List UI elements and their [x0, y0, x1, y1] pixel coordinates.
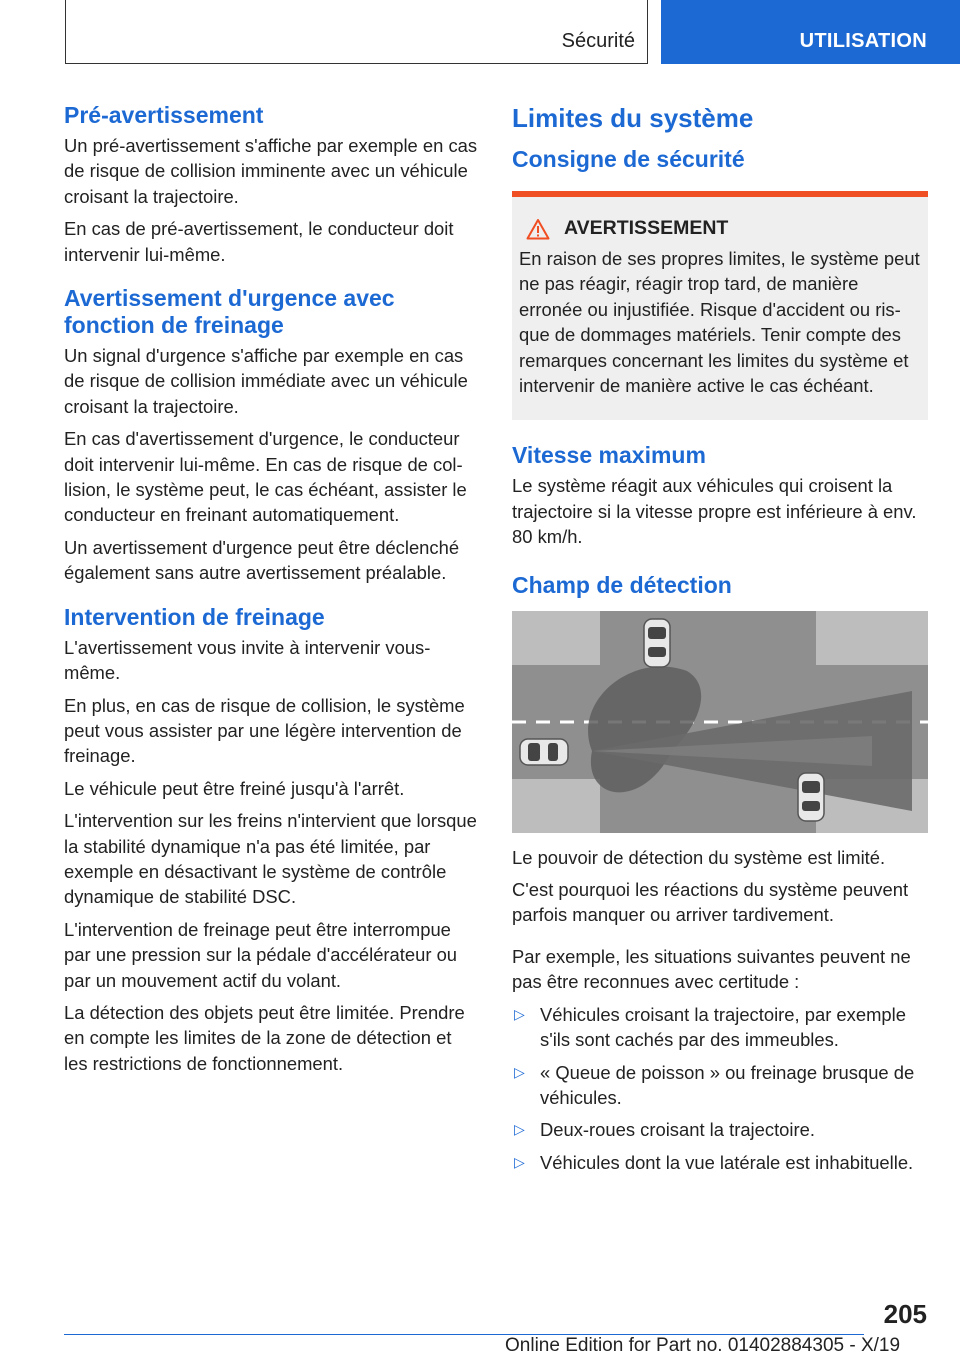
page-number: 205 — [883, 1299, 927, 1329]
warning-triangle-icon — [526, 218, 550, 240]
paragraph: L'intervention sur les freins n'intervient que lorsque la stabilité dynamique n'a pas été limitée, par exemple en désactivant le système de contrôle dynamique de stabilité DSC. — [64, 810, 477, 908]
section-title-detection-field: Champ de détection — [512, 571, 732, 598]
section-title-emergency-warning: Avertissement d'urgence avec fonction de freinage — [64, 285, 395, 339]
limitations-list — [512, 1002, 928, 1175]
list-item: ▷ Véhicules croisant la trajectoire, par exemple s'ils sont cachés par des immeubles. — [514, 1003, 906, 1051]
bullet-triangle-icon: ▷ — [514, 1005, 525, 1022]
paragraph: L'intervention de freinage peut être interrompue par une pression sur la pédale d'accélérateur ou par un mouvement actif du volant. — [64, 918, 458, 991]
section-title-max-speed: Vitesse maximum — [512, 442, 706, 469]
paragraph: C'est pourquoi les réactions du système peuvent parfois manquer ou arriver tardivement. — [512, 879, 909, 926]
bullet-triangle-icon: ▷ — [514, 1121, 525, 1138]
car-ego — [520, 739, 568, 765]
list-item: ▷ Véhicules dont la vue latérale est inhabituelle. — [512, 1150, 928, 1175]
page-title: Limites du système — [512, 103, 754, 133]
header-chapter-tab — [661, 0, 960, 64]
car-top — [644, 619, 670, 667]
bullet-triangle-icon: ▷ — [514, 1153, 525, 1170]
warning-label: AVERTISSEMENT — [564, 217, 729, 239]
paragraph: Par exemple, les situations suivantes peuvent ne pas être reconnues avec certitude : — [512, 945, 911, 993]
warning-header — [526, 217, 922, 240]
paragraph: En cas de pré-avertissement, le conducteur doit intervenir lui-même. — [64, 218, 454, 265]
warning-box — [512, 191, 928, 420]
edition-footer: Online Edition for Part no. 01402884305 - X/19 — [505, 1335, 901, 1356]
bullet-triangle-icon: ▷ — [514, 1063, 525, 1080]
section-title-safety: Consigne de sécurité — [512, 146, 745, 172]
paragraph: En cas d'avertissement d'urgence, le conducteur doit intervenir lui-même. En cas de risque de collision, le système peut, le cas échéant, assister le conducteur en freinant automatiquement. — [64, 428, 467, 526]
paragraph: Le véhicule peut être freiné jusqu'à l'arrêt. — [64, 777, 405, 799]
paragraph: Un avertissement d'urgence peut être déclenché également sans autre avertissement préalable. — [64, 536, 460, 584]
detection-field-illustration — [512, 611, 928, 833]
paragraph: L'avertissement vous invite à intervenir vous-même. — [64, 636, 431, 684]
header-section-label: Sécurité — [561, 30, 635, 52]
header-chapter-label: UTILISATION — [799, 30, 927, 52]
left-column — [64, 100, 480, 1083]
paragraph: Un pré-avertissement s'affiche par exemple en cas de risque de collision imminente avec un véhicule croisant la trajectoire. — [64, 135, 478, 207]
section-title-pre-warning: Pré-avertissement — [64, 102, 264, 128]
list-item: ▷ Deux-roues croisant la trajectoire. — [512, 1117, 928, 1142]
right-column — [512, 100, 928, 1182]
paragraph: En plus, en cas de risque de collision, le système peut vous assister par une légère intervention de freinage. — [64, 694, 465, 767]
warning-text: En raison de ses propres limites, le système peut ne pas réagir, réagir trop tard, de manière erronée ou injustifiée. Risque d'accident ou risque de dommages matériels. Tenir compte des remarques concernant les limites du système et intervenir de manière active le cas échéant. — [519, 248, 920, 397]
list-item: ▷ « Queue de poisson » ou freinage brusque de véhicules. — [514, 1061, 915, 1108]
paragraph: Un signal d'urgence s'affiche par exemple en cas de risque de collision immédiate avec un véhicule croisant la trajectoire. — [64, 345, 468, 417]
paragraph: Le système réagit aux véhicules qui croisent la trajectoire si la vitesse propre est inférieure à env. 80 km/h. — [512, 475, 917, 548]
car-bottom — [798, 773, 824, 821]
header-section-box — [65, 0, 648, 64]
paragraph: Le pouvoir de détection du système est limité. — [512, 846, 886, 868]
paragraph: La détection des objets peut être limitée. Prendre en compte les limites de la zone de détection et les restrictions de fonctionnement. — [64, 1001, 465, 1074]
section-title-brake-intervention: Intervention de freinage — [64, 603, 325, 630]
